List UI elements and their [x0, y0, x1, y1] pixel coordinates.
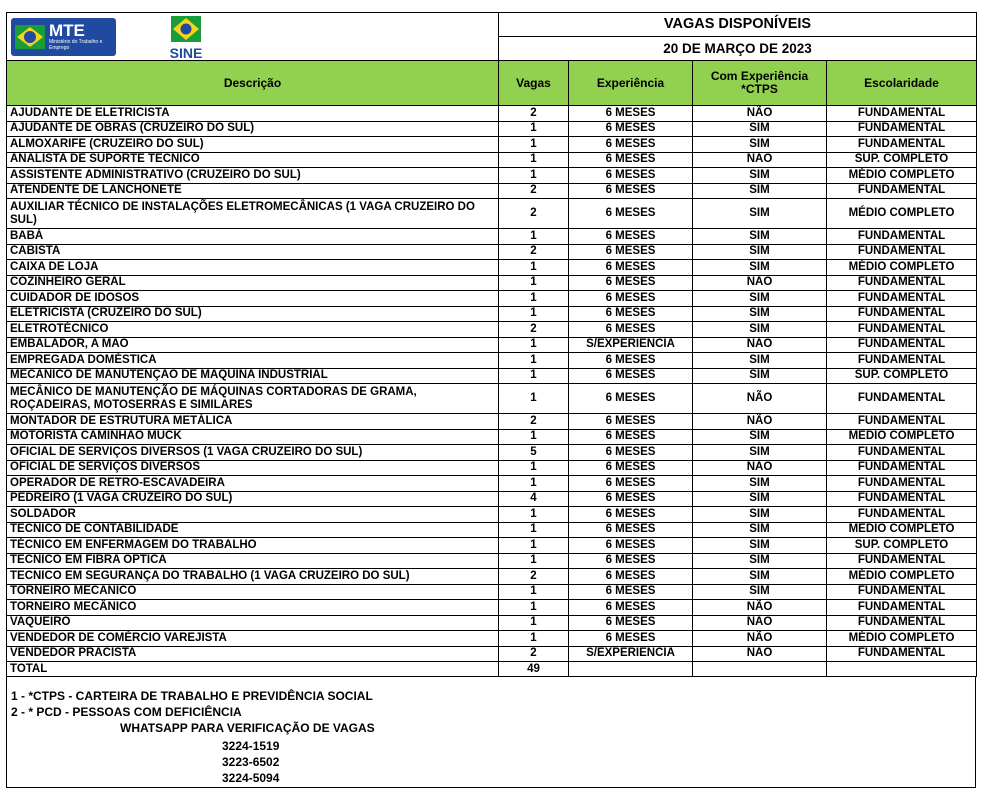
table-row	[7, 460, 977, 476]
cell-descricao: ASSISTENTE ADMINISTRATIVO (CRUZEIRO DO SUL)	[7, 168, 499, 184]
cell-vagas: 1	[499, 584, 569, 600]
table-row	[7, 353, 977, 369]
cell-escolaridade: SUP. COMPLETO	[827, 152, 977, 168]
cell-vagas: 2	[499, 244, 569, 260]
cell-vagas: 2	[499, 414, 569, 430]
cell-experiencia: 6 MESES	[569, 429, 693, 445]
table-row	[7, 291, 977, 307]
total-row	[7, 662, 977, 677]
cell-ctps: SIM	[693, 322, 827, 338]
cell-escolaridade: MÉDIO COMPLETO	[827, 260, 977, 276]
cell-vagas: 1	[499, 168, 569, 184]
cell-escolaridade: MÉDIO COMPLETO	[827, 429, 977, 445]
cell-ctps: SIM	[693, 491, 827, 507]
cell-ctps: SIM	[693, 244, 827, 260]
cell-vagas: 1	[499, 384, 569, 414]
table-row	[7, 260, 977, 276]
table-row	[7, 476, 977, 492]
cell-experiencia: 6 MESES	[569, 199, 693, 229]
cell-descricao: MOTORISTA CAMINHAO MUCK	[7, 429, 499, 445]
cell-ctps: SIM	[693, 538, 827, 554]
cell-ctps: SIM	[693, 199, 827, 229]
table-row	[7, 507, 977, 523]
cell-vagas: 4	[499, 491, 569, 507]
brazil-flag-icon	[15, 22, 45, 52]
cell-vagas: 1	[499, 476, 569, 492]
cell-escolaridade: FUNDAMENTAL	[827, 414, 977, 430]
mte-logo	[11, 18, 116, 56]
cell-descricao: BABÁ	[7, 229, 499, 245]
cell-vagas: 2	[499, 199, 569, 229]
cell-descricao: MONTADOR DE ESTRUTURA METÁLICA	[7, 414, 499, 430]
table-row	[7, 368, 977, 384]
col-descricao: Descrição	[7, 61, 499, 106]
cell-escolaridade: MÉDIO COMPLETO	[827, 199, 977, 229]
table-row	[7, 137, 977, 153]
cell-experiencia: 6 MESES	[569, 306, 693, 322]
cell-descricao: COZINHEIRO GERAL	[7, 275, 499, 291]
cell-ctps: NÃO	[693, 615, 827, 631]
cell-escolaridade: FUNDAMENTAL	[827, 384, 977, 414]
cell-escolaridade: FUNDAMENTAL	[827, 106, 977, 122]
cell-descricao: TÉCNICO EM ENFERMAGEM DO TRABALHO	[7, 538, 499, 554]
cell-experiencia: 6 MESES	[569, 244, 693, 260]
cell-vagas: 1	[499, 429, 569, 445]
cell-vagas: 5	[499, 445, 569, 461]
cell-vagas: 1	[499, 229, 569, 245]
cell-vagas: 1	[499, 631, 569, 647]
table-row	[7, 168, 977, 184]
cell-escolaridade: FUNDAMENTAL	[827, 553, 977, 569]
cell-vagas: 1	[499, 460, 569, 476]
cell-escolaridade: FUNDAMENTAL	[827, 491, 977, 507]
cell-descricao: ELETROTÉCNICO	[7, 322, 499, 338]
cell-ctps: SIM	[693, 553, 827, 569]
cell-vagas: 1	[499, 291, 569, 307]
cell-vagas: 1	[499, 553, 569, 569]
cell-experiencia: 6 MESES	[569, 414, 693, 430]
cell-ctps: NÃO	[693, 106, 827, 122]
cell-ctps: SIM	[693, 429, 827, 445]
page-title: VAGAS DISPONÍVEIS	[499, 13, 977, 37]
cell-escolaridade: FUNDAMENTAL	[827, 615, 977, 631]
mte-label: MTE	[49, 21, 85, 40]
cell-descricao: CABISTA	[7, 244, 499, 260]
cell-descricao: SOLDADOR	[7, 507, 499, 523]
cell-descricao: ELETRICISTA (CRUZEIRO DO SUL)	[7, 306, 499, 322]
mte-subtitle: Ministério do Trabalho e Emprego	[49, 39, 103, 51]
cell-experiencia: 6 MESES	[569, 491, 693, 507]
cell-vagas: 1	[499, 615, 569, 631]
cell-descricao: TÉCNICO DE CONTABILIDADE	[7, 522, 499, 538]
cell-ctps: SIM	[693, 121, 827, 137]
cell-vagas: 2	[499, 646, 569, 662]
cell-vagas: 1	[499, 538, 569, 554]
cell-experiencia: 6 MESES	[569, 137, 693, 153]
cell-descricao: OFICIAL DE SERVIÇOS DIVERSOS	[7, 460, 499, 476]
cell-ctps: NÃO	[693, 414, 827, 430]
cell-descricao: MECÂNICO DE MANUTENÇÃO DE MÁQUINA INDUSTRIAL	[7, 368, 499, 384]
cell-escolaridade: FUNDAMENTAL	[827, 322, 977, 338]
cell-vagas: 2	[499, 183, 569, 199]
total-value: 49	[499, 662, 569, 677]
cell-descricao: VAQUEIRO	[7, 615, 499, 631]
cell-experiencia: 6 MESES	[569, 445, 693, 461]
cell-ctps: SIM	[693, 507, 827, 523]
footer-notes	[6, 677, 976, 788]
table-row	[7, 600, 977, 616]
table-row	[7, 322, 977, 338]
cell-vagas: 1	[499, 260, 569, 276]
job-vacancies-sheet	[6, 12, 976, 788]
cell-descricao: OFICIAL DE SERVIÇOS DIVERSOS (1 VAGA CRUZEIRO DO SUL)	[7, 445, 499, 461]
phone-number: 3224-5094	[222, 771, 280, 785]
cell-ctps: SIM	[693, 137, 827, 153]
cell-descricao: TORNEIRO MECÂNICO	[7, 600, 499, 616]
table-row	[7, 631, 977, 647]
table-row	[7, 445, 977, 461]
cell-descricao: TORNEIRO MECÂNICO	[7, 584, 499, 600]
cell-experiencia: 6 MESES	[569, 460, 693, 476]
table-row	[7, 106, 977, 122]
cell-experiencia: 6 MESES	[569, 476, 693, 492]
phone-number: 3224-1519	[222, 739, 280, 753]
cell-escolaridade: FUNDAMENTAL	[827, 600, 977, 616]
cell-escolaridade: FUNDAMENTAL	[827, 183, 977, 199]
table-row	[7, 615, 977, 631]
cell-escolaridade: FUNDAMENTAL	[827, 121, 977, 137]
brazil-flag-small-icon	[171, 16, 201, 42]
cell-experiencia: 6 MESES	[569, 183, 693, 199]
cell-experiencia: 6 MESES	[569, 275, 693, 291]
col-escolaridade: Escolaridade	[827, 61, 977, 106]
cell-experiencia: 6 MESES	[569, 507, 693, 523]
cell-escolaridade: FUNDAMENTAL	[827, 244, 977, 260]
cell-descricao: ATENDENTE DE LANCHONETE	[7, 183, 499, 199]
table-row	[7, 152, 977, 168]
total-label: TOTAL	[7, 662, 499, 677]
cell-experiencia: 6 MESES	[569, 260, 693, 276]
table-row	[7, 538, 977, 554]
table-row	[7, 553, 977, 569]
cell-descricao: CAIXA DE LOJA	[7, 260, 499, 276]
table-row	[7, 183, 977, 199]
table-row	[7, 306, 977, 322]
cell-descricao: OPERADOR DE RETRO-ESCAVADEIRA	[7, 476, 499, 492]
cell-escolaridade: FUNDAMENTAL	[827, 646, 977, 662]
cell-descricao: AUXILIAR TÉCNICO DE INSTALAÇÕES ELETROMECÂNICAS (1 VAGA CRUZEIRO DO SUL)	[7, 199, 499, 229]
table-row	[7, 414, 977, 430]
cell-vagas: 1	[499, 507, 569, 523]
cell-experiencia: 6 MESES	[569, 615, 693, 631]
cell-experiencia: 6 MESES	[569, 229, 693, 245]
vacancy-rows	[7, 106, 977, 662]
cell-ctps: NÃO	[693, 337, 827, 353]
cell-ctps: SIM	[693, 260, 827, 276]
cell-escolaridade: FUNDAMENTAL	[827, 137, 977, 153]
cell-escolaridade: FUNDAMENTAL	[827, 476, 977, 492]
cell-experiencia: 6 MESES	[569, 553, 693, 569]
cell-vagas: 2	[499, 106, 569, 122]
cell-experiencia: 6 MESES	[569, 584, 693, 600]
cell-vagas: 2	[499, 322, 569, 338]
cell-ctps: NÃO	[693, 600, 827, 616]
cell-descricao: ALMOXARIFE (CRUZEIRO DO SUL)	[7, 137, 499, 153]
cell-ctps: SIM	[693, 353, 827, 369]
cell-experiencia: 6 MESES	[569, 152, 693, 168]
cell-ctps: NÃO	[693, 460, 827, 476]
cell-ctps: SIM	[693, 291, 827, 307]
cell-escolaridade: FUNDAMENTAL	[827, 229, 977, 245]
cell-experiencia: 6 MESES	[569, 522, 693, 538]
cell-ctps: NÃO	[693, 384, 827, 414]
cell-ctps: NÃO	[693, 152, 827, 168]
cell-experiencia: 6 MESES	[569, 368, 693, 384]
cell-escolaridade: FUNDAMENTAL	[827, 353, 977, 369]
cell-escolaridade: MÉDIO COMPLETO	[827, 522, 977, 538]
table-row	[7, 199, 977, 229]
cell-ctps: SIM	[693, 368, 827, 384]
cell-escolaridade: MÉDIO COMPLETO	[827, 631, 977, 647]
table-row	[7, 384, 977, 414]
cell-escolaridade: FUNDAMENTAL	[827, 445, 977, 461]
cell-experiencia: 6 MESES	[569, 538, 693, 554]
table-row	[7, 491, 977, 507]
note-ctps: 1 - *CTPS - CARTEIRA DE TRABALHO E PREVIDÊNCIA SOCIAL	[11, 689, 373, 703]
cell-experiencia: 6 MESES	[569, 168, 693, 184]
table-row	[7, 522, 977, 538]
page-date: 20 DE MARÇO DE 2023	[499, 37, 977, 61]
cell-vagas: 2	[499, 569, 569, 585]
table-row	[7, 244, 977, 260]
whatsapp-label: WHATSAPP PARA VERIFICAÇÃO DE VAGAS	[120, 721, 375, 735]
cell-vagas: 1	[499, 337, 569, 353]
cell-escolaridade: FUNDAMENTAL	[827, 337, 977, 353]
table-row	[7, 275, 977, 291]
col-experiencia: Experiência	[569, 61, 693, 106]
cell-descricao: VENDEDOR PRACISTA	[7, 646, 499, 662]
cell-descricao: EMPREGADA DOMÉSTICA	[7, 353, 499, 369]
cell-escolaridade: MÉDIO COMPLETO	[827, 569, 977, 585]
cell-ctps: NÃO	[693, 631, 827, 647]
cell-escolaridade: SUP. COMPLETO	[827, 538, 977, 554]
cell-ctps: SIM	[693, 584, 827, 600]
cell-descricao: EMBALADOR, A MÃO	[7, 337, 499, 353]
table-row	[7, 646, 977, 662]
cell-experiencia: 6 MESES	[569, 384, 693, 414]
cell-experiencia: 6 MESES	[569, 121, 693, 137]
cell-escolaridade: SUP. COMPLETO	[827, 368, 977, 384]
cell-ctps: SIM	[693, 569, 827, 585]
cell-vagas: 1	[499, 306, 569, 322]
cell-escolaridade: FUNDAMENTAL	[827, 306, 977, 322]
cell-escolaridade: FUNDAMENTAL	[827, 275, 977, 291]
cell-vagas: 1	[499, 121, 569, 137]
sine-label: SINE	[169, 44, 203, 61]
cell-descricao: MECÂNICO DE MANUTENÇÃO DE MÁQUINAS CORTADORAS DE GRAMA, ROÇADEIRAS, MOTOSERRAS E SIMILARES	[7, 384, 499, 414]
cell-escolaridade: FUNDAMENTAL	[827, 584, 977, 600]
cell-ctps: SIM	[693, 183, 827, 199]
col-vagas: Vagas	[499, 61, 569, 106]
sine-logo	[164, 16, 208, 61]
cell-descricao: TECNICO EM SEGURANÇA DO TRABALHO (1 VAGA CRUZEIRO DO SUL)	[7, 569, 499, 585]
cell-escolaridade: MÉDIO COMPLETO	[827, 168, 977, 184]
cell-descricao: AJUDANTE DE ELETRICISTA	[7, 106, 499, 122]
cell-experiencia: 6 MESES	[569, 322, 693, 338]
table-row	[7, 584, 977, 600]
cell-descricao: AJUDANTE DE OBRAS (CRUZEIRO DO SUL)	[7, 121, 499, 137]
cell-descricao: ANALISTA DE SUPORTE TÉCNICO	[7, 152, 499, 168]
cell-descricao: VENDEDOR DE COMÉRCIO VAREJISTA	[7, 631, 499, 647]
cell-vagas: 1	[499, 368, 569, 384]
cell-escolaridade: FUNDAMENTAL	[827, 507, 977, 523]
cell-escolaridade: FUNDAMENTAL	[827, 291, 977, 307]
cell-experiencia: S/EXPERIÊNCIA	[569, 337, 693, 353]
cell-vagas: 1	[499, 137, 569, 153]
cell-ctps: SIM	[693, 522, 827, 538]
table-row	[7, 429, 977, 445]
cell-experiencia: S/EXPERIÊNCIA	[569, 646, 693, 662]
table-row	[7, 229, 977, 245]
cell-descricao: TÉCNICO EM FIBRA ÓPTICA	[7, 553, 499, 569]
cell-vagas: 1	[499, 152, 569, 168]
cell-experiencia: 6 MESES	[569, 631, 693, 647]
cell-ctps: NÃO	[693, 646, 827, 662]
table-row	[7, 121, 977, 137]
cell-ctps: SIM	[693, 229, 827, 245]
phone-number: 3223-6502	[222, 755, 280, 769]
cell-vagas: 1	[499, 275, 569, 291]
cell-vagas: 1	[499, 522, 569, 538]
table-row	[7, 569, 977, 585]
cell-vagas: 1	[499, 353, 569, 369]
cell-experiencia: 6 MESES	[569, 291, 693, 307]
logos-cell	[7, 13, 499, 61]
note-pcd: 2 - * PCD - PESSOAS COM DEFICIÊNCIA	[11, 705, 242, 719]
cell-experiencia: 6 MESES	[569, 106, 693, 122]
cell-ctps: SIM	[693, 476, 827, 492]
col-ctps: Com Experiência *CTPS	[693, 61, 827, 106]
cell-ctps: SIM	[693, 168, 827, 184]
cell-vagas: 1	[499, 600, 569, 616]
table-row	[7, 337, 977, 353]
cell-experiencia: 6 MESES	[569, 353, 693, 369]
cell-experiencia: 6 MESES	[569, 600, 693, 616]
cell-experiencia: 6 MESES	[569, 569, 693, 585]
cell-escolaridade: FUNDAMENTAL	[827, 460, 977, 476]
cell-descricao: PEDREIRO (1 VAGA CRUZEIRO DO SUL)	[7, 491, 499, 507]
cell-ctps: NÃO	[693, 275, 827, 291]
cell-descricao: CUIDADOR DE IDOSOS	[7, 291, 499, 307]
cell-ctps: SIM	[693, 445, 827, 461]
cell-ctps: SIM	[693, 306, 827, 322]
vacancies-table	[6, 12, 977, 677]
